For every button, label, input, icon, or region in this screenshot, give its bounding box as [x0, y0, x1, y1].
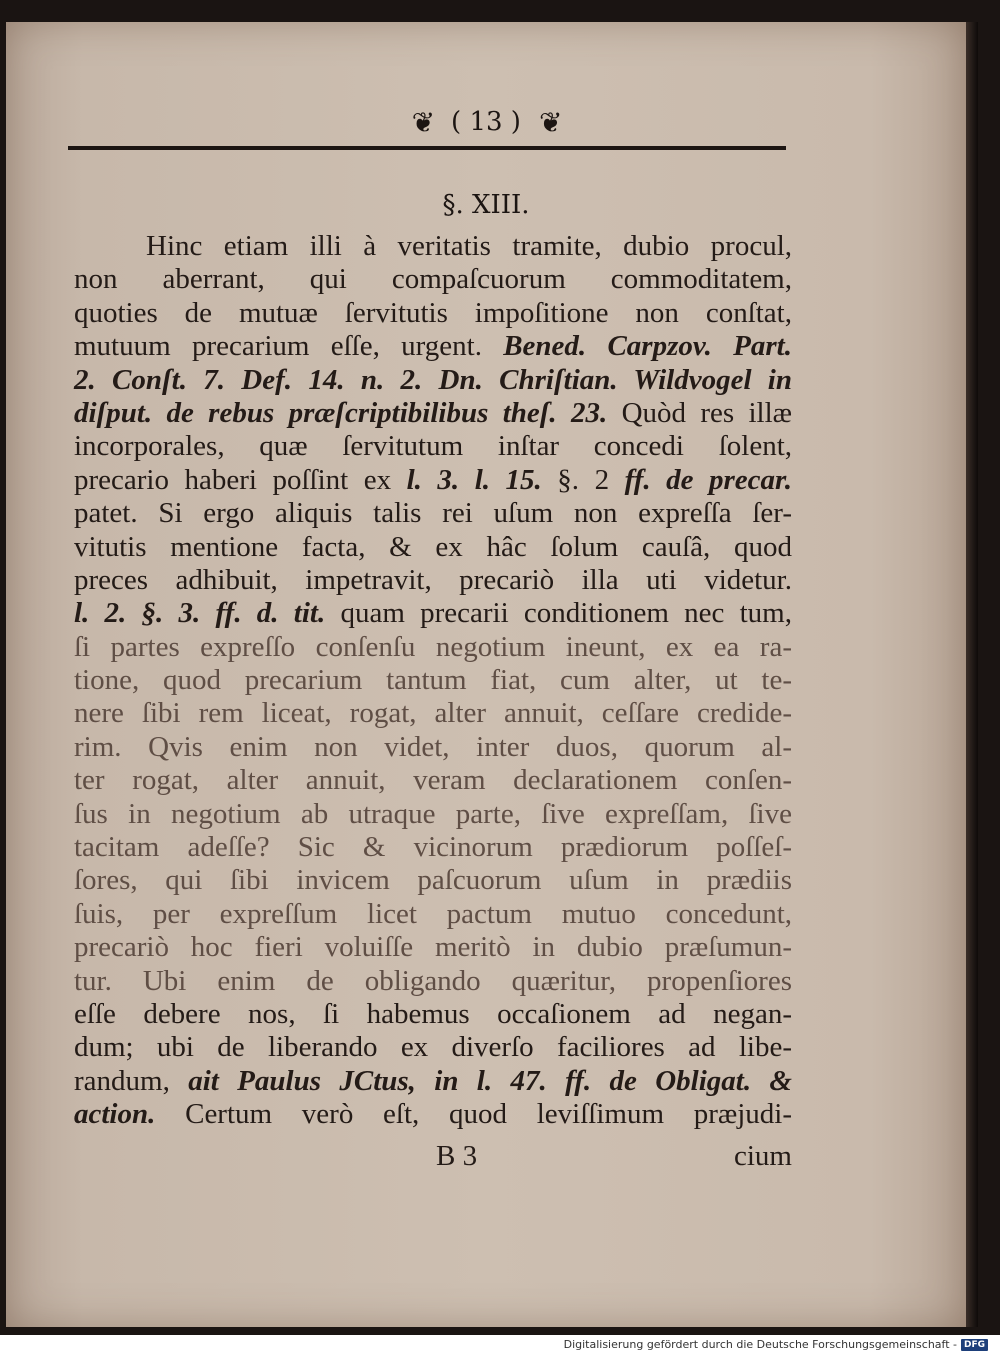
line-text: randum, [74, 1064, 189, 1097]
text-line [74, 230, 792, 263]
line-text: Hinc etiam illi à veritatis tramite, dubio procul, [146, 230, 792, 262]
text-line [74, 965, 792, 998]
header-rule [68, 146, 786, 150]
line-text: non aberrant, qui compaſcuorum commoditatem, [74, 263, 792, 296]
text-line [74, 898, 792, 931]
signature-mark: B 3 [436, 1140, 478, 1172]
catchword: cium [734, 1140, 792, 1172]
page-edge-shadow [966, 22, 978, 1327]
text-line [74, 798, 792, 831]
page-footer [74, 1140, 792, 1174]
citation-text: 2. Conſt. 7. Def. 14. n. 2. Dn. Chriſtian. Wildvogel in [74, 363, 792, 396]
line-text: precario haberi poſſint ex [74, 463, 407, 496]
line-text: ſores, qui ſibi invicem paſcuorum uſum in prædiis [74, 864, 792, 897]
line-text: quam precarii conditionem nec tum, [325, 597, 792, 630]
citation-text: diſput. de rebus præſcriptibilibus theſ. 23. [74, 396, 608, 429]
text-line [74, 364, 792, 397]
line-text: Certum verò eſt, quod leviſſimum præjudi- [155, 1098, 792, 1131]
text-line [74, 397, 792, 430]
line-text: ſi partes expreſſo conſenſu negotium ineunt, ex ea ra- [74, 630, 792, 663]
ornament-right-icon: ❦ [538, 105, 561, 139]
text-line [74, 764, 792, 797]
line-text: incorporales, quæ ſervitutum inſtar concedi ſolent, [74, 430, 792, 463]
line-text: Quòd res illæ [607, 396, 792, 429]
line-text: eſſe debere nos, ſi habemus occaſionem ad negan- [74, 997, 792, 1030]
text-line [74, 831, 792, 864]
citation-text: l. 2. §. 3. ff. d. tit. [74, 597, 326, 630]
text-line [74, 531, 792, 564]
digitization-credit [564, 1338, 988, 1351]
line-text: quoties de mutuæ ſervitutis impoſitione non conſtat, [74, 296, 792, 329]
line-text: rim. Qvis enim non videt, inter duos, quorum al- [74, 730, 792, 763]
text-line [74, 731, 792, 764]
citation-text: ait Paulus JCtus, in l. 47. ff. de Obligat. & [188, 1064, 792, 1097]
ornament-left-icon: ❦ [411, 105, 434, 139]
citation-text: action. [74, 1098, 156, 1131]
text-line [74, 1098, 792, 1131]
citation-text: Bened. Carpzov. Part. [503, 330, 792, 363]
text-line [74, 664, 792, 697]
text-line [74, 497, 792, 530]
line-text: tacitam adeſſe? Sic & vicinorum prædiorum poſſeſ- [74, 831, 792, 864]
text-line [74, 697, 792, 730]
text-line [74, 1065, 792, 1098]
text-line [74, 631, 792, 664]
line-text: vitutis mentione facta, & ex hâc ſolum cauſâ, quod [74, 530, 792, 563]
line-text: ſuis, per expreſſum licet pactum mutuo concedunt, [74, 897, 792, 930]
line-text: tione, quod precarium tantum fiat, cum alter, ut te- [74, 664, 792, 697]
text-line [74, 931, 792, 964]
line-text: nere ſibi rem liceat, rogat, alter annuit, ceſſare credide- [74, 697, 792, 730]
text-line [74, 864, 792, 897]
line-text: patet. Si ergo aliquis talis rei uſum non expreſſa ſer- [74, 497, 792, 530]
line-text: preces adhibuit, impetravit, precariò illa uti videtur. [74, 563, 792, 596]
text-line [74, 1031, 792, 1064]
page-number: ( 13 ) [451, 107, 521, 137]
section-title: §. XIII. [442, 190, 530, 220]
text-line [74, 564, 792, 597]
citation-text: l. 3. l. 15. [406, 463, 542, 496]
text-line [74, 464, 792, 497]
text-line [74, 998, 792, 1031]
text-line [74, 597, 792, 630]
text-line [74, 330, 792, 363]
line-text: precariò hoc fieri voluiſſe meritò in dubio præſumun- [74, 931, 792, 964]
text-line [74, 263, 792, 296]
line-text: §. 2 [541, 463, 625, 496]
line-text: ſus in negotium ab utraque parte, ſive expreſſam, ſive [74, 797, 792, 830]
credit-text: Digitalisierung gefördert durch die Deutsche Forschungsgemeinschaft - [563, 1338, 957, 1351]
text-line [74, 297, 792, 330]
text-line [74, 430, 792, 463]
line-text: dum; ubi de liberando ex diverſo faciliores ad libe- [74, 1031, 792, 1064]
line-text: mutuum precarium eſſe, urgent. [74, 330, 504, 363]
body-paragraph [74, 230, 792, 1132]
page-header [6, 102, 966, 142]
book-page [6, 22, 966, 1327]
line-text: ter rogat, alter annuit, veram declarationem conſen- [74, 764, 792, 797]
citation-text: ff. de precar. [624, 463, 792, 496]
line-text: tur. Ubi enim de obligando quæritur, propenſiores [74, 964, 792, 997]
dfg-logo-icon: DFG [961, 1339, 988, 1351]
